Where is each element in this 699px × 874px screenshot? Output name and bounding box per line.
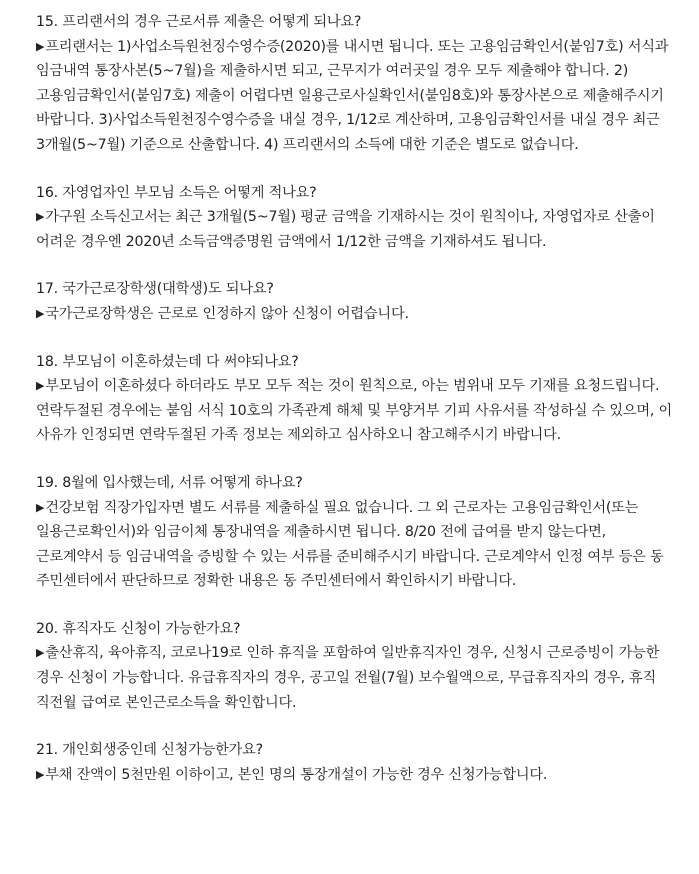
bullet-icon: ▶ bbox=[36, 646, 45, 660]
bullet-icon: ▶ bbox=[36, 379, 45, 393]
bullet-icon: ▶ bbox=[36, 210, 45, 224]
faq-answer-text: 국가근로장학생은 근로로 인정하지 않아 신청이 어렵습니다. bbox=[45, 305, 409, 322]
faq-item-18 bbox=[36, 350, 677, 448]
faq-item-20 bbox=[36, 617, 677, 715]
bullet-icon: ▶ bbox=[36, 39, 45, 53]
faq-question: 19. 8월에 입사했는데, 서류 어떻게 하나요? bbox=[36, 474, 303, 491]
faq-answer bbox=[36, 496, 677, 594]
faq-question: 15. 프리랜서의 경우 근로서류 제출은 어떻게 되나요? bbox=[36, 14, 362, 30]
faq-answer bbox=[36, 374, 677, 448]
bullet-icon: ▶ bbox=[36, 767, 45, 781]
bullet-icon: ▶ bbox=[36, 306, 45, 320]
faq-item-19 bbox=[36, 471, 677, 594]
faq-question: 20. 휴직자도 신청이 가능한가요? bbox=[36, 620, 241, 637]
faq-answer bbox=[36, 763, 677, 788]
faq-answer-text: 가구원 소득신고서는 최근 3개월(5~7월) 평균 금액을 기재하시는 것이 원칙이나, 자영업자로 산출이 어려운 경우엔 2020년 소득금액증명원 금액에서 1/12한 금액을 기재하셔도 됩니다. bbox=[36, 209, 655, 250]
faq-question: 17. 국가근로장학생(대학생)도 되나요? bbox=[36, 281, 274, 298]
faq-answer bbox=[36, 641, 677, 715]
faq-answer-text: 부모님이 이혼하셨다 하더라도 부모 모두 적는 것이 원칙으로, 아는 범위내 모두 기재를 요청드립니다. 연락두절된 경우에는 붙임 서식 10호의 가족관계 해체 및 부양거부 기피 사유서를 작성하실 수 있으며, 이 사유가 인정되면 연락두절된 가족 정보는 제외하고 심사하오니 참고해주시기 바랍니다. bbox=[36, 378, 673, 444]
faq-question: 21. 개인회생중인데 신청가능한가요? bbox=[36, 742, 263, 759]
faq-question: 16. 자영업자인 부모님 소득은 어떻게 적나요? bbox=[36, 184, 317, 201]
faq-question: 18. 부모님이 이혼하셨는데 다 써야되나요? bbox=[36, 353, 299, 370]
faq-item-21 bbox=[36, 738, 677, 787]
faq-answer-text: 출산휴직, 육아휴직, 코로나19로 인하 휴직을 포함하여 일반휴직자인 경우, 신청시 근로증빙이 가능한 경우 신청이 가능합니다. 유급휴직자의 경우, 공고일 전월(7월) 보수월액으로, 무급휴직자의 경우, 휴직 직전월 급여로 본인근로소득을 확인합니다. bbox=[36, 645, 660, 711]
faq-item-15 bbox=[36, 10, 677, 158]
faq-item-16 bbox=[36, 181, 677, 255]
faq-answer bbox=[36, 205, 677, 254]
bullet-icon: ▶ bbox=[36, 500, 45, 514]
faq-answer bbox=[36, 35, 677, 158]
faq-answer-text: 부채 잔액이 5천만원 이하이고, 본인 명의 통장개설이 가능한 경우 신청가능합니다. bbox=[45, 766, 548, 783]
faq-answer-text: 건강보험 직장가입자면 별도 서류를 제출하실 필요 없습니다. 그 외 근로자는 고용임금확인서(또는 일용근로확인서)와 임금이체 통장내역을 제출하시면 됩니다. 8/20 전에 급여를 받지 않는다면, 근로계약서 등 임금내역을 증빙할 수 있는 서류를 준비해주시기 바랍니다. 근로계약서 인정 여부 등은 동 주민센터에서 판단하므로 정확한 내용은 동 주민센터에서 확인하시기 바랍니다. bbox=[36, 499, 664, 590]
faq-item-17 bbox=[36, 277, 677, 326]
faq-answer-text: 프리랜서는 1)사업소득원천징수영수증(2020)를 내시면 됩니다. 또는 고용임금확인서(붙임7호) 서식과 임금내역 통장사본(5~7월)을 제출하시면 되고, 근무지가 여러곳일 경우 모두 제출해야 합니다. 2)고용임금확인서(붙임7호) 제출이 어렵다면 일용근로사실확인서(붙임8호)와 통장사본으로 제출해주시기 바랍니다. 3)사업소득원천징수영수증을 내실 경우, 1/12로 계산하며, 고용임금확인서를 내실 경우 최근 3개월(5~7월) 기준으로 산출합니다. 4) 프리랜서의 소득에 대한 기준은 별도로 없습니다. bbox=[36, 38, 669, 153]
faq-answer bbox=[36, 302, 677, 327]
